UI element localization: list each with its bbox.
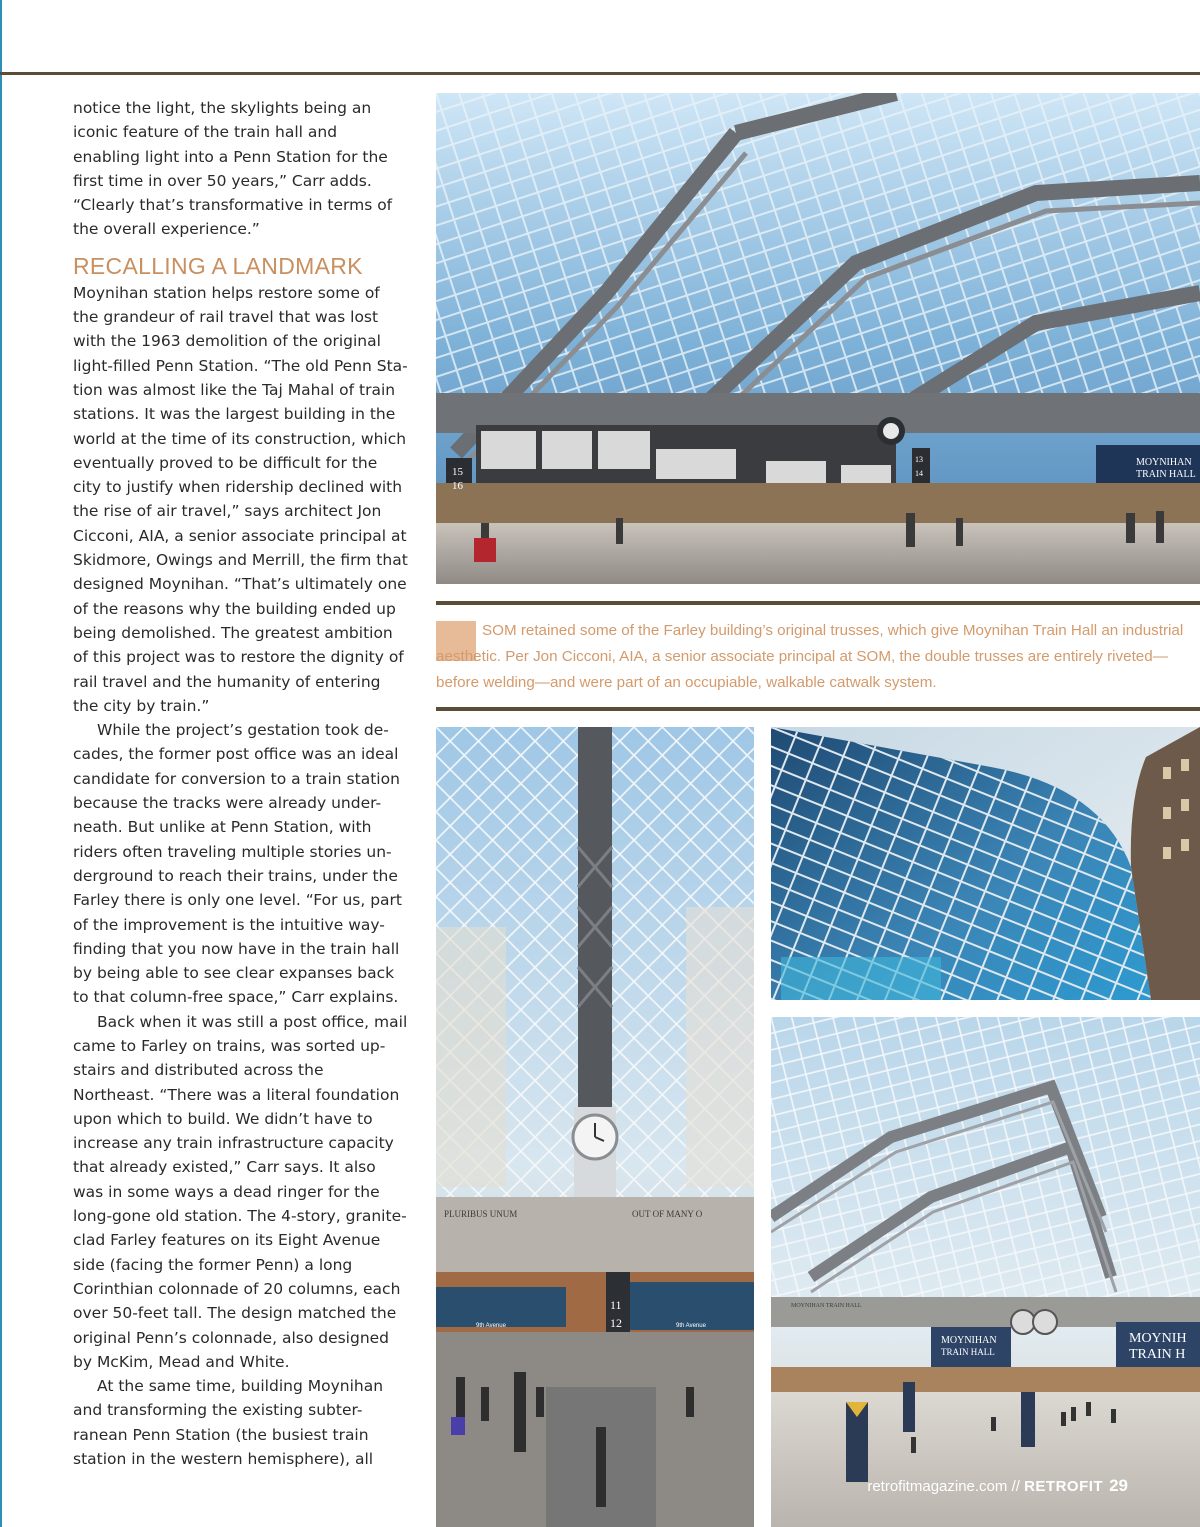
sign-9th-ave-right: 9th Avenue xyxy=(676,1323,706,1329)
top-rule xyxy=(0,72,1200,75)
caption-bottom-rule xyxy=(436,707,1200,711)
photo-train-hall-wide xyxy=(436,93,1200,584)
frieze-train-hall: MOYNIHAN TRAIN HALL xyxy=(791,1303,862,1309)
paragraph-5: At the same time, building Moynihan and transforming the existing subter-ranean Penn Station (the busiest train station in the western hemisphere), all xyxy=(73,1377,384,1469)
page-number: 29 xyxy=(1109,1476,1128,1495)
sign-track-15: 15 xyxy=(452,466,463,478)
paragraph-1: notice the light, the skylights being an iconic feature of the train hall and enabling light into a Penn Station for the first time in over 50 years,” Carr adds. “Clearly that’s transformative in terms of the overall experience.” xyxy=(73,99,393,239)
folio-separator: // xyxy=(1007,1478,1025,1495)
sign-track-13: 13 xyxy=(915,455,923,464)
article-column xyxy=(73,96,408,1471)
sign-track-12: 12 xyxy=(610,1316,622,1330)
paragraph-4: Back when it was still a post office, mail came to Farley on trains, was sorted up-stairs and distributed across the Northeast. “There was a literal foundation upon which to build. We didn’t have to increase any train infrastructure capacity that already existed,” Carr says. It also was in some ways a dead ringer for the long-gone old station. The 4-story, granite-clad Farley features on its Eight Avenue side (facing the former Penn) a long Corinthian colonnade of 20 columns, each over 50-feet tall. The design matched the original Penn’s colonnade, also designed by McKim, Mead and White. xyxy=(73,1012,408,1371)
sign-train-hall-a: TRAIN HALL xyxy=(941,1347,995,1357)
paragraph-3: While the project’s gestation took de-cades, the former post office was an ideal candidate for conversion to a train station because the tracks were already under-neath. But unlike at Penn Station, with riders often traveling multiple stories un-derground to reach their trains, under the Farley there is only one level. “For us, part of the improvement is the intuitive way-finding that you now have in the train hall by being able to see clear expanses back to that column-free space,” Carr explains. xyxy=(73,721,402,1007)
folio-url: retrofitmagazine.com xyxy=(867,1478,1008,1495)
sign-track-14: 14 xyxy=(915,469,923,478)
sign-moynihan-a: MOYNIHAN xyxy=(941,1335,997,1346)
sign-track-16: 16 xyxy=(452,480,463,492)
frieze-out-of-many: OUT OF MANY O xyxy=(632,1209,703,1219)
sign-train-hall-top: TRAIN HALL xyxy=(1136,469,1196,480)
section-heading: RECALLING A LANDMARK xyxy=(73,252,363,279)
folio-brand: RETROFIT xyxy=(1024,1478,1104,1495)
sign-track-11: 11 xyxy=(610,1298,622,1312)
page-edge-strip xyxy=(0,0,2,1527)
sign-9th-ave-left: 9th Avenue xyxy=(476,1323,506,1329)
photo-skylight-clock xyxy=(436,727,754,1527)
photo-exterior-skylight xyxy=(771,727,1200,1000)
photo-caption: SOM retained some of the Farley building’s original trusses, which give Moynihan Train Hall an industrial aesthetic. Per Jon Cicconi, AIA, a senior associate principal at SOM, the double trusses are entirely riveted—before welding—and were part of an occupiable, walkable catwalk system. xyxy=(436,622,1184,691)
sign-train-hall-b: TRAIN H xyxy=(1129,1347,1186,1362)
sign-moynihan-b: MOYNIH xyxy=(1129,1331,1187,1346)
paragraph-2: Moynihan station helps restore some of the grandeur of rail travel that was lost with the 1963 demolition of the original light-filled Penn Station. “The old Penn Sta-tion was almost like the Taj Mahal of train stations. It was the largest building in the world at the time of its construction, which eventually proved to be difficult for the city to justify when ridership declined with the rise of air travel,” says architect Jon Cicconi, AIA, a senior associate principal at Skidmore, Owings and Merrill, the firm that designed Moynihan. “That’s ultimately one of the reasons why the building ended up being demolished. The greatest ambition of this project was to restore the dignity of rail travel and the humanity of entering the city by train.” xyxy=(73,283,408,715)
frieze-pluribus: PLURIBUS UNUM xyxy=(444,1209,518,1219)
page-folio xyxy=(867,1476,1128,1496)
sign-moynihan-top: MOYNIHAN xyxy=(1136,457,1192,468)
caption-top-rule xyxy=(436,601,1200,605)
photo-train-hall-interior xyxy=(771,1017,1200,1527)
